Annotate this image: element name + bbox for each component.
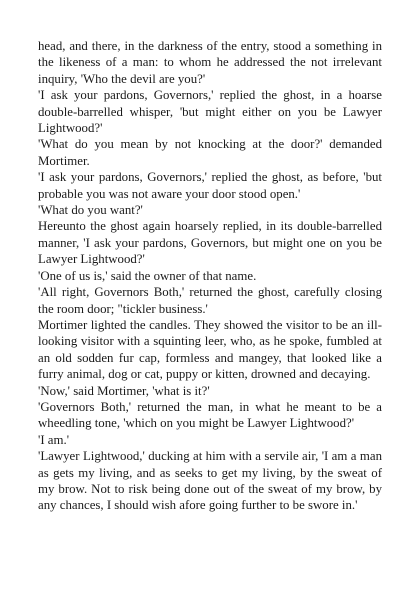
paragraph-7: 'One of us is,' said the owner of that name. (38, 268, 257, 283)
paragraph-2: 'I ask your pardons, Governors,' replied the ghost, in a hoarse double-barrelled whisper, 'but might either on you be Lawyer Lightwood?' (38, 88, 382, 136)
paragraph-3: 'What do you mean by not knocking at the door?' demanded Mortimer. (38, 137, 382, 168)
paragraph-10: 'Now,' said Mortimer, 'what is it?' (38, 383, 210, 398)
paragraph-8: 'All right, Governors Both,' returned the ghost, carefully closing the room door; "tickler business.' (38, 285, 382, 316)
paragraph-6: Hereunto the ghost again hoarsely replied, in its double-barrelled manner, 'I ask your pardons, Governors, but might one on you be Lawyer Lightwood?' (38, 219, 382, 267)
paragraph-5: 'What do you want?' (38, 203, 143, 218)
document-page (38, 38, 382, 514)
paragraph-1: head, and there, in the darkness of the entry, stood a something in the likeness of a man: to whom he addressed the not irrelevant inquiry, 'Who the devil are you?' (38, 39, 382, 86)
paragraph-4: 'I ask your pardons, Governors,' replied the ghost, as before, 'but probable you was not aware your door stood open.' (38, 170, 382, 201)
paragraph-13: 'Lawyer Lightwood,' ducking at him with a servile air, 'I am a man as gets my living, and as seeks to get my living, by the sweat of my brow. Not to risk being done out of the sweat of my brow, by any chances, I should wish afore going further to be swore in.' (38, 449, 382, 513)
paragraph-12: 'I am.' (38, 432, 70, 447)
paragraph-9: Mortimer lighted the candles. They showed the visitor to be an ill-looking visitor with a squinting leer, who, as he spoke, fumbled at an old sodden fur cap, formless and mangey, that looked like a furry animal, dog or cat, puppy or kitten, drowned and decaying. (38, 317, 382, 382)
paragraph-11: 'Governors Both,' returned the man, in what he meant to be a wheedling tone, 'which on you might be Lawyer Lightwood?' (38, 399, 382, 431)
